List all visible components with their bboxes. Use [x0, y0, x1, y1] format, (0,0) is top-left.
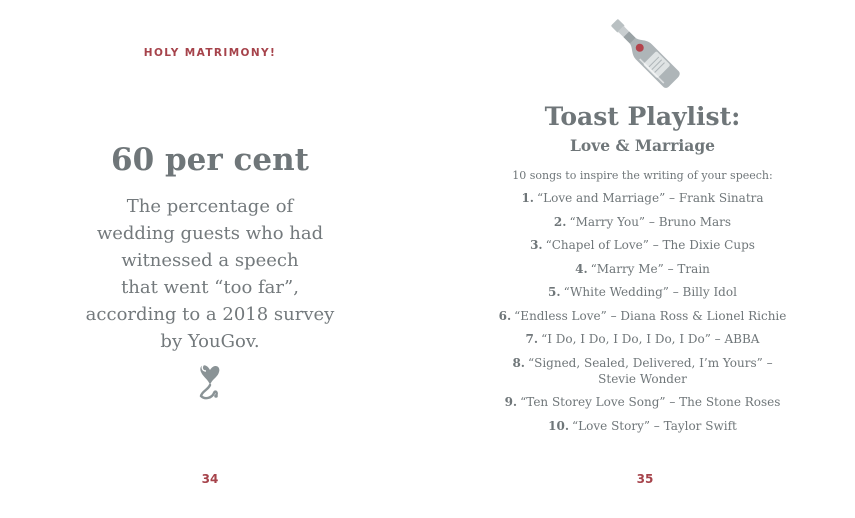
list-item — [430, 237, 855, 253]
song-number: 6. — [498, 308, 512, 323]
song-title: “Endless Love” – Diana Ross & Lionel Richie — [514, 308, 787, 323]
song-list — [430, 190, 855, 441]
song-title: “I Do, I Do, I Do, I Do, I Do” – ABBA — [541, 332, 760, 346]
stat-body-line: wedding guests who had — [96, 223, 324, 244]
song-line — [430, 190, 855, 206]
song-line — [430, 284, 855, 300]
song-title-continued: Stevie Wonder — [598, 371, 687, 386]
song-number: 5. — [548, 285, 561, 299]
song-number: 7. — [525, 332, 539, 346]
song-number: 1. — [521, 191, 534, 205]
list-item — [430, 331, 855, 347]
song-line — [430, 308, 855, 324]
song-number: 4. — [575, 261, 588, 276]
song-title: “Love and Marriage” – Frank Sinatra — [536, 191, 764, 205]
left-page — [0, 0, 420, 518]
song-title: “Love Story” – Taylor Swift — [572, 418, 737, 433]
song-line — [430, 394, 855, 410]
song-line — [430, 214, 855, 230]
list-item — [430, 394, 855, 410]
stat-body-line: that went “too far”, — [121, 277, 299, 298]
song-line — [430, 331, 855, 347]
song-number: 3. — [530, 238, 543, 252]
song-number: 2. — [553, 214, 567, 229]
list-item — [430, 355, 855, 387]
song-line — [430, 261, 855, 277]
stat-body — [80, 193, 340, 355]
song-line — [430, 355, 855, 371]
stat-body-line: by YouGov. — [160, 331, 260, 352]
stat-body-line: The percentage of — [126, 196, 294, 217]
champagne-bottle-icon — [606, 14, 682, 90]
list-item — [430, 261, 855, 277]
heart-flourish-icon — [196, 362, 224, 400]
page-number: 35 — [636, 472, 654, 486]
playlist-intro: 10 songs to inspire the writing of your speech: — [512, 169, 773, 182]
list-item — [430, 190, 855, 206]
song-title: “Marry Me” – Train — [590, 261, 710, 276]
song-number: 9. — [504, 395, 518, 409]
stat-body-line: witnessed a speech — [121, 250, 299, 271]
stat-headline: 60 per cent — [111, 142, 309, 178]
playlist-subtitle: Love & Marriage — [569, 136, 716, 155]
song-title: “Chapel of Love” – The Dixie Cups — [545, 238, 755, 252]
right-page — [430, 0, 855, 518]
stat-body-line: according to a 2018 survey — [85, 304, 335, 325]
song-title: “Marry You” – Bruno Mars — [569, 214, 732, 229]
page-number: 34 — [201, 472, 219, 486]
list-item — [430, 308, 855, 324]
song-title: “White Wedding” – Billy Idol — [563, 285, 737, 299]
song-number: 8. — [512, 355, 525, 370]
list-item — [430, 214, 855, 230]
playlist-title: Toast Playlist: — [544, 102, 741, 131]
running-head: HOLY MATRIMONY! — [143, 47, 277, 59]
song-line — [430, 418, 855, 434]
song-number: 10. — [548, 418, 570, 433]
song-title: “Signed, Sealed, Delivered, I’m Yours” – — [527, 355, 773, 370]
song-line — [430, 237, 855, 253]
list-item — [430, 284, 855, 300]
song-title: “Ten Storey Love Song” – The Stone Roses — [520, 395, 781, 409]
list-item — [430, 418, 855, 434]
